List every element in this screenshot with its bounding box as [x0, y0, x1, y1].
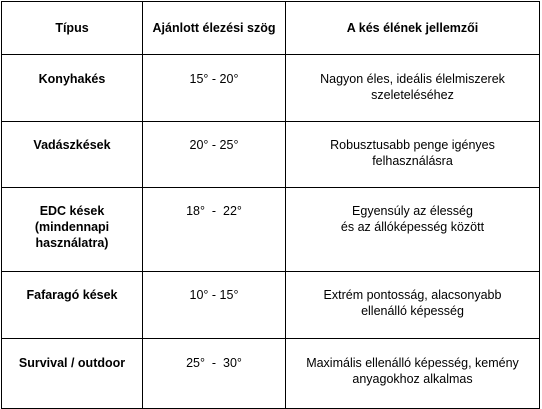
characteristics-text: Egyensúly az élesség — [352, 204, 473, 218]
angle-cell — [143, 122, 286, 188]
knife-type-cell — [2, 339, 143, 409]
header-angle: Ajánlott élezési szög — [143, 2, 286, 55]
angle-cell — [143, 55, 286, 122]
characteristics-text: szeleteléséhez — [371, 88, 454, 102]
characteristics-cell — [286, 122, 540, 188]
angle-value: 18° - 22° — [186, 204, 242, 218]
knife-type-label: Konyhakés — [38, 72, 106, 86]
angle-cell — [143, 188, 286, 272]
knife-type-label: Fafaragó kések — [26, 288, 118, 302]
characteristics-cell — [286, 272, 540, 339]
characteristics-text: Maximális ellenálló képesség, kemény — [306, 356, 519, 370]
knife-type-label: Vadászkések — [33, 138, 111, 152]
characteristics-text: és az állóképesség között — [340, 220, 485, 234]
header-characteristics: A kés élének jellemzői — [286, 2, 540, 55]
angle-value: 25° - 30° — [186, 356, 242, 370]
knife-type-cell — [2, 55, 143, 122]
table-row — [2, 55, 540, 122]
characteristics-cell — [286, 55, 540, 122]
table-header-row — [2, 2, 540, 55]
characteristics-text: Robusztusabb penge igényes — [330, 138, 495, 152]
angle-cell — [143, 339, 286, 409]
knife-type-cell — [2, 188, 143, 272]
angle-value: 20° - 25° — [189, 138, 239, 152]
table-row — [2, 272, 540, 339]
angle-cell — [143, 272, 286, 339]
characteristics-text: anyagokhoz alkalmas — [352, 372, 473, 386]
characteristics-text: Extrém pontosság, alacsonyabb — [323, 288, 502, 302]
angle-value: 10° - 15° — [189, 288, 239, 302]
knife-type-cell — [2, 122, 143, 188]
knife-type-label: (mindennapi — [34, 220, 110, 234]
table-row — [2, 122, 540, 188]
characteristics-cell — [286, 339, 540, 409]
table-row — [2, 339, 540, 409]
characteristics-text: felhasználásra — [372, 154, 453, 168]
knife-type-label: EDC kések — [39, 204, 105, 218]
knife-type-label: használatra) — [35, 236, 109, 250]
knife-type-label: Survival / outdoor — [18, 356, 126, 370]
header-type: Típus — [2, 2, 143, 55]
knife-type-cell — [2, 272, 143, 339]
characteristics-text: Nagyon éles, ideális élelmiszerek — [320, 72, 505, 86]
characteristics-cell — [286, 188, 540, 272]
characteristics-text: ellenálló képesség — [361, 304, 464, 318]
sharpening-angle-table — [1, 1, 540, 409]
table-row — [2, 188, 540, 272]
angle-value: 15° - 20° — [189, 72, 239, 86]
